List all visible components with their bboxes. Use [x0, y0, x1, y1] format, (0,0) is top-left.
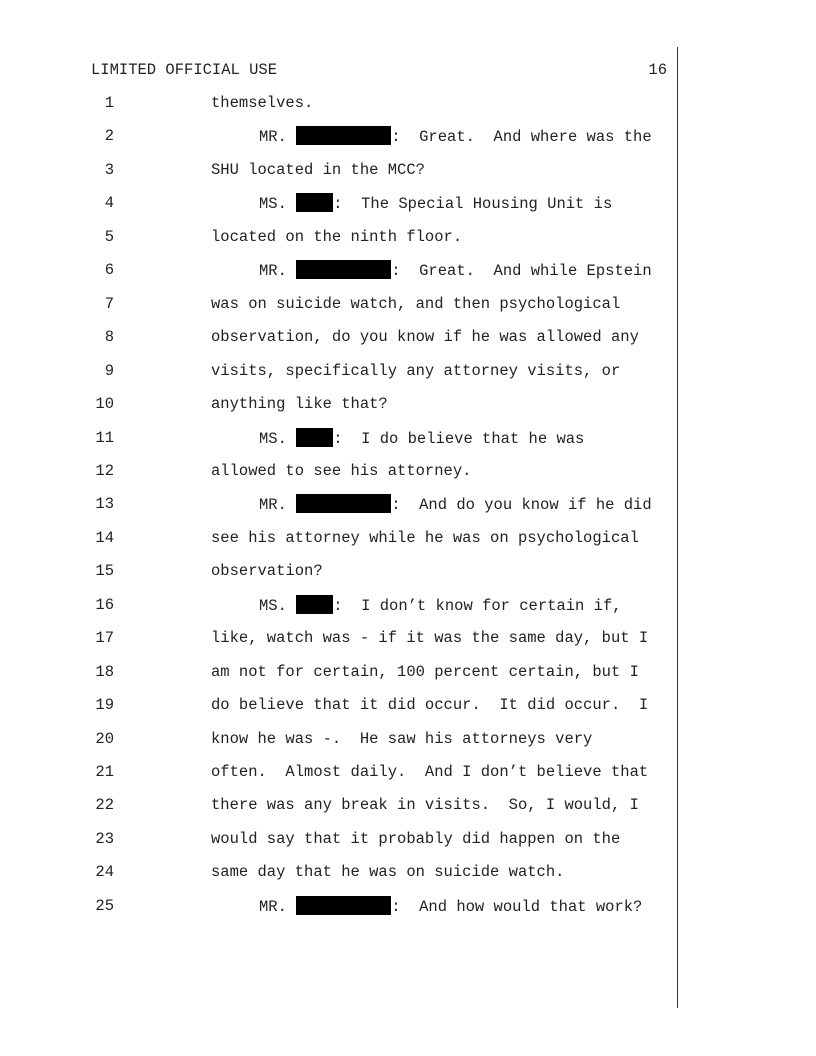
transcript-line [0, 762, 816, 786]
line-text: : And how would that work? [391, 897, 643, 916]
line-number: 11 [95, 428, 114, 447]
line-text: allowed to see his attorney. [211, 461, 472, 480]
line-number: 15 [95, 562, 114, 581]
line-number: 10 [95, 395, 114, 414]
line-text: anything like that? [211, 395, 388, 414]
redaction-box [296, 428, 333, 447]
line-text: : Great. And while Epstein [391, 262, 652, 281]
line-text: am not for certain, 100 percent certain, but I [211, 662, 639, 681]
transcript-line [0, 595, 816, 619]
line-text: there was any break in visits. So, I would, I [211, 796, 639, 815]
line-number: 20 [95, 729, 114, 748]
line-number: 3 [104, 160, 114, 179]
speaker-title: MS. [259, 596, 287, 615]
transcript-line [0, 227, 816, 251]
transcript-line [0, 361, 816, 385]
transcript-line [0, 829, 816, 853]
speaker-line [259, 428, 584, 449]
line-number: 22 [95, 796, 114, 815]
speaker-line [259, 494, 652, 515]
line-number: 6 [104, 261, 114, 280]
line-number: 9 [104, 361, 114, 380]
line-number: 1 [104, 94, 114, 112]
speaker-line [259, 193, 612, 214]
line-number: 14 [95, 528, 114, 547]
line-number: 24 [95, 863, 114, 882]
redaction-box [296, 494, 391, 513]
line-text: : And do you know if he did [391, 496, 652, 515]
line-text: located on the ninth floor. [211, 227, 463, 246]
speaker-title: MR. [259, 897, 287, 916]
transcript-line [0, 494, 816, 518]
transcript-line [0, 93, 816, 117]
transcript-line [0, 662, 816, 686]
line-text: : Great. And where was the [391, 128, 652, 147]
line-text: observation, do you know if he was allowed any [211, 328, 639, 347]
line-number: 5 [104, 227, 114, 246]
line-text: : I don’t know for certain if, [333, 596, 622, 615]
line-number: 25 [95, 896, 114, 915]
transcript-line [0, 126, 816, 150]
redaction-box [296, 896, 391, 915]
line-text: would say that it probably did happen on the [211, 829, 621, 848]
speaker-title: MR. [259, 496, 287, 515]
line-text: SHU located in the MCC? [211, 160, 425, 179]
line-number: 21 [95, 763, 114, 781]
transcript-line [0, 428, 816, 452]
transcript-line [0, 260, 816, 284]
speaker-title: MS. [259, 195, 287, 214]
line-text: observation? [211, 562, 323, 581]
line-text: do believe that it did occur. It did occur. I [211, 696, 649, 715]
transcript-line [0, 628, 816, 652]
transcript-line [0, 695, 816, 719]
line-number: 16 [95, 595, 114, 614]
speaker-line [259, 595, 622, 616]
transcript-line [0, 394, 816, 418]
classification-marking: LIMITED OFFICIAL USE [91, 61, 278, 79]
redaction-box [296, 193, 333, 212]
transcript-line [0, 729, 816, 753]
line-text: see his attorney while he was on psychological [211, 528, 639, 547]
speaker-title: MS. [259, 429, 287, 448]
transcript-line [0, 795, 816, 819]
transcript-line [0, 461, 816, 485]
line-number: 12 [95, 461, 114, 480]
line-number: 2 [104, 127, 114, 146]
line-number: 18 [95, 662, 114, 681]
line-number: 4 [104, 194, 114, 213]
speaker-line [259, 126, 652, 147]
speaker-title: MR. [259, 128, 287, 147]
redaction-box [296, 260, 391, 279]
redaction-box [296, 126, 391, 145]
transcript-line [0, 327, 816, 351]
line-text: same day that he was on suicide watch. [211, 863, 565, 882]
transcript-line [0, 862, 816, 886]
transcript-line [0, 160, 816, 184]
transcript-line [0, 896, 816, 920]
transcript-line [0, 528, 816, 552]
line-text: themselves. [211, 94, 314, 112]
line-text: was on suicide watch, and then psychological [211, 294, 621, 313]
line-number: 19 [95, 696, 114, 715]
line-text: like, watch was - if it was the same day, but I [211, 629, 649, 648]
transcript-line [0, 561, 816, 585]
line-text: : I do believe that he was [333, 429, 585, 448]
line-text: visits, specifically any attorney visits, or [211, 361, 621, 380]
line-number: 23 [95, 829, 114, 848]
line-text: know he was -. He saw his attorneys very [211, 729, 593, 748]
page-number: 16 [648, 61, 667, 79]
line-number: 8 [104, 328, 114, 347]
speaker-title: MR. [259, 262, 287, 281]
transcript-line [0, 193, 816, 217]
line-number: 13 [95, 495, 114, 514]
line-number: 7 [104, 294, 114, 313]
speaker-line [259, 260, 652, 281]
redaction-box [296, 595, 333, 614]
line-text: often. Almost daily. And I don’t believe that [211, 763, 649, 781]
transcript-line [0, 294, 816, 318]
line-number: 17 [95, 629, 114, 648]
speaker-line [259, 896, 642, 917]
line-text: : The Special Housing Unit is [333, 195, 613, 214]
